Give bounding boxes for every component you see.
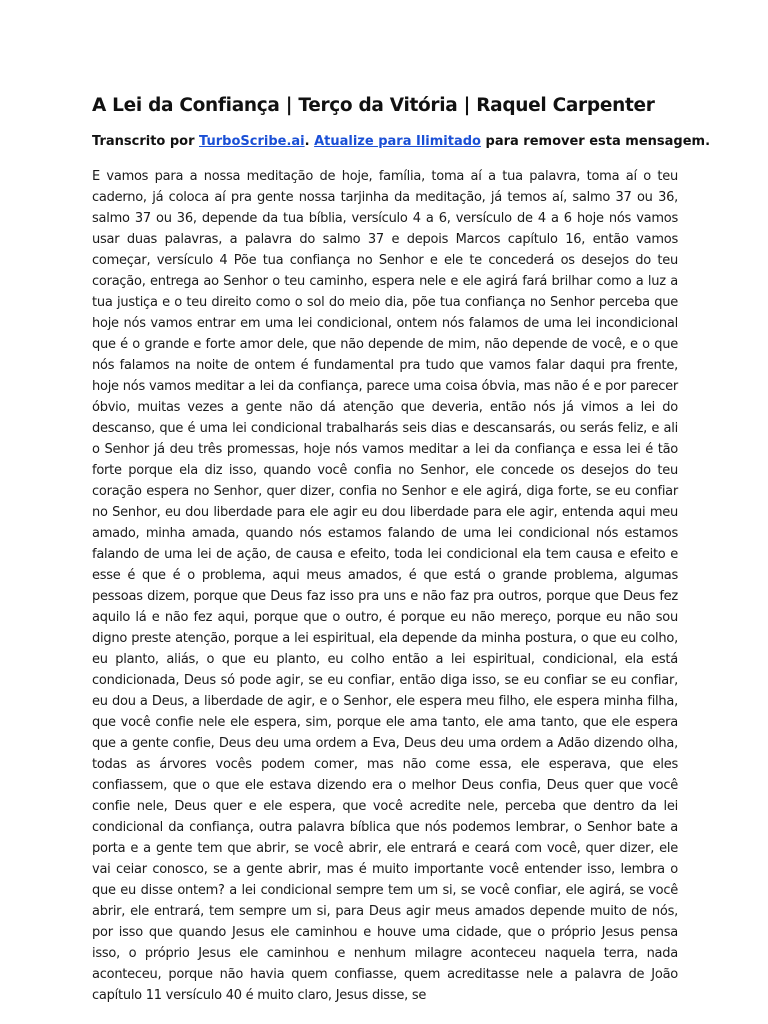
transcript-body: E vamos para a nossa meditação de hoje, família, toma aí a tua palavra, toma aí o teu caderno, já coloca aí pra gente nossa tarjinha da meditação, já temos aí, salmo 37 ou 36, salmo 37 ou 36, depende da tua bíblia, versículo 4 a 6, versículo de 4 a 6 hoje nós vamos usar duas palavras, a palavra do salmo 37 e depois Marcos capítulo 16, então vamos começar, versículo 4 Põe tua confiança no Senhor e ele te concederá os desejos do teu coração, entrega ao Senhor o teu caminho, espera nele e ele agirá fará brilhar como a luz a tua justiça e o teu direito como o sol do meio dia, põe tua confiança no Senhor perceba que hoje nós vamos entrar em uma lei condicional, ontem nós falamos de uma lei incondicional que é o grande e forte amor dele, que não depende de mim, não depende de você, e o que nós falamos na noite de ontem é fundamental pra tudo que vamos falar daqui pra frente, hoje nós vamos meditar a lei da confiança, parece uma coisa óbvia, mas não é e por parecer óbvio, muitas vezes a gente não dá atenção que deveria, então nós já vimos a lei do descanso, que é uma lei condicional trabalharás seis dias e descansarás, ou serás feliz, e ali o Senhor já deu três promessas, hoje nós vamos meditar a lei da confiança e essa lei é tão forte porque ela diz isso, quando você confia no Senhor, ele concede os desejos do teu coração espera no Senhor, quer dizer, confia no Senhor e ele agirá, diga forte, se eu confiar no Senhor, eu dou liberdade para ele agir eu dou liberdade para ele agir, entenda aqui meu amado, minha amada, quando nós estamos falando de uma lei condicional nós estamos falando de uma lei de ação, de causa e efeito, toda lei condicional ela tem causa e efeito e esse é que é o problema, aqui meus amados, é que está o grande problema, algumas pessoas dizem, porque que Deus faz isso pra uns e não faz pra outros, porque que Deus fez aquilo lá e não fez aqui, porque que o outro, é porque eu não mereço, porque eu não sou digno preste atenção, porque a lei espiritual, ela depende da minha postura, o que eu colho, eu planto, aliás, o que eu planto, eu colho então a lei espiritual, condicional, ela está condicionada, Deus só pode agir, se eu confiar, então diga isso, se eu confiar se eu confiar, eu dou a Deus, a liberdade de agir, e o Senhor, ele espera meu filho, ele espera minha filha, que você confie nele ele espera, sim, porque ele ama tanto, ele ama tanto, que ele espera que a gente confie, Deus deu uma ordem a Eva, Deus deu uma ordem a Adão dizendo olha, todas as árvores vocês podem comer, mas não come essa, ele esperava, que eles confiassem, que o que ele estava dizendo era o melhor Deus confia, Deus quer que você confie nele, Deus quer e ele espera, que você acredite nele, perceba que dentro da lei condicional da confiança, outra palavra bíblica que nós podemos lembrar, o Senhor bate a porta e a gente tem que abrir, se você abrir, ele entrará e ceará com você, quer dizer, ele vai ceiar conosco, se a gente abrir, mas é muito importante você entender isso, lembra o que eu disse ontem? a lei condicional sempre tem um si, se você confiar, ele agirá, se você abrir, ele entrará, tem sempre um si, para Deus agir meus amados depende muito de nós, por isso que quando Jesus ele caminhou e houve uma cidade, que o próprio Jesus pensa isso, o próprio Jesus ele caminhou e nenhum milagre aconteceu naquela terra, nada aconteceu, porque não havia quem confiasse, quem acreditasse nele a palavra de João capítulo 11 versículo 40 é muito claro, Jesus disse, se bbox=[92, 169, 678, 1003]
document-page bbox=[92, 92, 711, 1006]
document-title: A Lei da Confiança | Terço da Vitória | Raquel Carpenter bbox=[92, 95, 655, 116]
notice-prefix: Transcrito por bbox=[92, 134, 200, 149]
transcription-notice bbox=[92, 132, 711, 152]
notice-suffix: para remover esta mensagem. bbox=[480, 134, 711, 149]
turboscribe-link[interactable]: TurboScribe.ai bbox=[199, 134, 305, 149]
notice-separator: . bbox=[304, 134, 315, 149]
upgrade-link[interactable]: Atualize para Ilimitado bbox=[314, 134, 481, 149]
